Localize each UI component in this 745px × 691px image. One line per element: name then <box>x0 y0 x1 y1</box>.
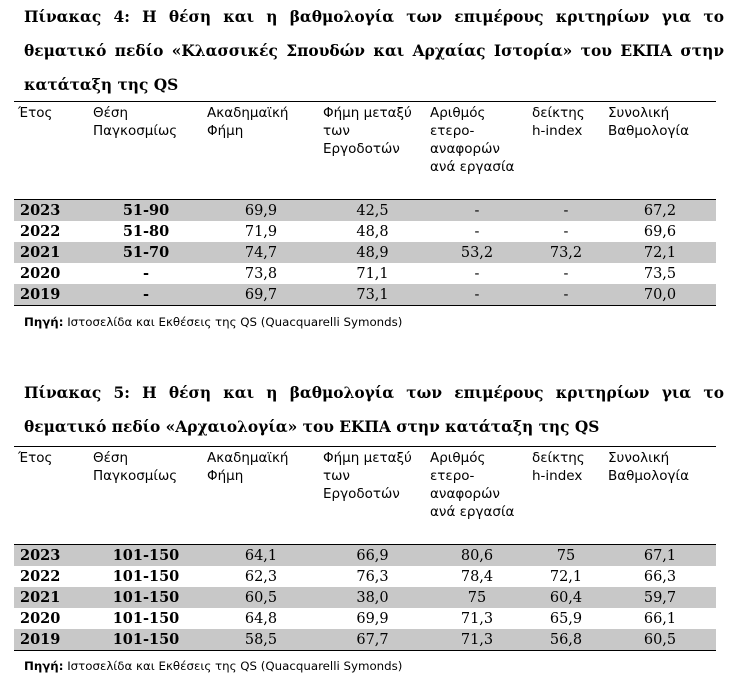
rank-cell: 101-150 <box>89 587 203 608</box>
value-cell: 70,0 <box>604 284 716 306</box>
value-cell: 60,5 <box>604 629 716 651</box>
value-cell: 80,6 <box>426 545 528 567</box>
table4-header-h-index: δείκτης h-index <box>528 102 604 200</box>
rank-cell: - <box>142 264 150 282</box>
value-cell: 66,1 <box>643 610 677 627</box>
value-cell: - <box>426 284 528 306</box>
value-cell: 42,5 <box>319 200 426 222</box>
table5-header-academic-reputation: Ακαδημαϊκή Φήμη <box>203 447 319 545</box>
value-cell: 69,7 <box>203 284 319 306</box>
value-cell: 69,9 <box>356 610 389 627</box>
rank-cell: 101-150 <box>112 567 180 585</box>
table-row <box>14 263 716 284</box>
value-cell: 71,3 <box>460 610 494 627</box>
value-cell: 75 <box>528 545 604 567</box>
rank-cell: - <box>89 284 203 306</box>
table-row <box>14 221 716 242</box>
table4-header-row <box>14 102 716 200</box>
value-cell: 78,4 <box>460 568 494 585</box>
table5-header-overall-score: Συνολική Βαθμολογία <box>604 447 716 545</box>
value-cell: - <box>474 265 480 282</box>
value-cell: - <box>528 200 604 222</box>
value-cell: 60,5 <box>203 587 319 608</box>
table5-header-row <box>14 447 716 545</box>
value-cell: 71,1 <box>356 265 389 282</box>
rank-cell: 101-150 <box>112 609 180 627</box>
value-cell: - <box>426 200 528 222</box>
table4-caption: Πίνακας 4: Η θέση και η βαθμολογία των επιμέρους κριτηρίων για το θεματικό πεδίο «Κλασσικές Σπουδών και Αρχαίας Ιστορία» του ΕΚΠΑ στην κατάταξη της QS <box>24 8 724 94</box>
value-cell: 69,9 <box>203 200 319 222</box>
value-cell: 72,1 <box>604 242 716 263</box>
value-cell: 74,7 <box>203 242 319 263</box>
year-cell: 2023 <box>14 545 89 567</box>
value-cell: 75 <box>426 587 528 608</box>
year-cell: 2021 <box>14 242 89 263</box>
table5-caption: Πίνακας 5: Η θέση και η βαθμολογία των επιμέρους κριτηρίων για το θεματικό πεδίο «Αρχαιολογία» του ΕΚΠΑ στην κατάταξη της QS <box>24 384 724 436</box>
value-cell: 67,2 <box>604 200 716 222</box>
year-cell: 2023 <box>14 200 89 222</box>
table5-header-citations-per-paper: Αριθμός ετερο-αναφορών ανά εργασία <box>426 447 528 545</box>
value-cell: 71,3 <box>426 629 528 651</box>
table5-header-world-rank: Θέση Παγκοσμίως <box>89 447 203 545</box>
table-row <box>14 587 716 608</box>
year-cell: 2021 <box>14 587 89 608</box>
table5-source-note <box>24 658 402 674</box>
source-label: Πηγή: <box>24 315 64 329</box>
value-cell: 53,2 <box>426 242 528 263</box>
table-row <box>14 608 716 629</box>
value-cell: 64,8 <box>244 610 278 627</box>
value-cell: - <box>563 265 569 282</box>
year-cell: 2022 <box>20 567 61 585</box>
table-row <box>14 200 716 222</box>
year-cell: 2022 <box>20 222 61 240</box>
table-row <box>14 284 716 306</box>
value-cell: 69,6 <box>643 223 677 240</box>
table5-header-h-index: δείκτης h-index <box>528 447 604 545</box>
table-row <box>14 629 716 651</box>
value-cell: 66,3 <box>643 568 677 585</box>
value-cell: 67,7 <box>319 629 426 651</box>
value-cell: 64,1 <box>203 545 319 567</box>
source-text: Ιστοσελίδα και Εκθέσεις της QS (Quacquarelli Symonds) <box>67 315 403 329</box>
value-cell: 73,1 <box>319 284 426 306</box>
value-cell: 58,5 <box>203 629 319 651</box>
value-cell: 66,9 <box>319 545 426 567</box>
value-cell: 73,2 <box>528 242 604 263</box>
value-cell: 73,8 <box>244 265 278 282</box>
value-cell: 73,5 <box>643 265 677 282</box>
table5-header-year: Έτος <box>14 447 89 545</box>
value-cell: - <box>528 284 604 306</box>
value-cell: 38,0 <box>319 587 426 608</box>
table4-header-academic-reputation: Ακαδημαϊκή Φήμη <box>203 102 319 200</box>
table-row <box>14 545 716 567</box>
rank-cell: 51-90 <box>89 200 203 222</box>
table5-header-employer-reputation: Φήμη μεταξύ των Εργοδοτών <box>319 447 426 545</box>
source-label: Πηγή: <box>24 659 64 673</box>
rank-cell: 101-150 <box>89 545 203 567</box>
table4-source-note <box>24 314 402 330</box>
value-cell: 72,1 <box>549 568 583 585</box>
table4-header-world-rank: Θέση Παγκοσμίως <box>89 102 203 200</box>
value-cell: 65,9 <box>549 610 583 627</box>
year-cell: 2019 <box>14 629 89 651</box>
rank-cell: 101-150 <box>89 629 203 651</box>
value-cell: - <box>563 223 569 240</box>
value-cell: 59,7 <box>604 587 716 608</box>
rank-cell: 51-70 <box>89 242 203 263</box>
value-cell: 48,9 <box>319 242 426 263</box>
table5 <box>14 446 716 651</box>
table-row <box>14 242 716 263</box>
rank-cell: 51-80 <box>122 222 170 240</box>
table4-header-year: Έτος <box>14 102 89 200</box>
value-cell: 62,3 <box>244 568 278 585</box>
year-cell: 2020 <box>20 264 61 282</box>
value-cell: 48,8 <box>356 223 389 240</box>
table4-header-overall-score: Συνολική Βαθμολογία <box>604 102 716 200</box>
year-cell: 2019 <box>14 284 89 306</box>
value-cell: 60,4 <box>528 587 604 608</box>
value-cell: 67,1 <box>604 545 716 567</box>
value-cell: - <box>474 223 480 240</box>
table-row <box>14 566 716 587</box>
table4-header-employer-reputation: Φήμη μεταξύ των Εργοδοτών <box>319 102 426 200</box>
year-cell: 2020 <box>20 609 61 627</box>
value-cell: 71,9 <box>244 223 278 240</box>
value-cell: 56,8 <box>528 629 604 651</box>
source-text: Ιστοσελίδα και Εκθέσεις της QS (Quacquarelli Symonds) <box>67 659 403 673</box>
table4 <box>14 101 716 306</box>
value-cell: 76,3 <box>356 568 389 585</box>
table4-header-citations-per-paper: Αριθμός ετερο-αναφορών ανά εργασία <box>426 102 528 200</box>
